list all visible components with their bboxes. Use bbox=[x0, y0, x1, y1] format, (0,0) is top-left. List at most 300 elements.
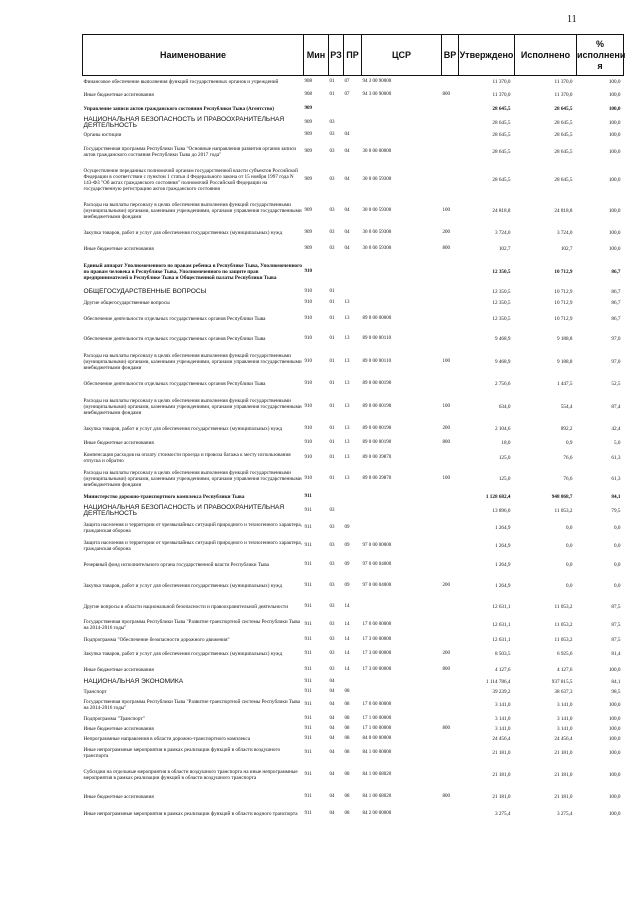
row-pr: 08 bbox=[344, 688, 350, 694]
row-executed: 10 712,9 bbox=[554, 300, 573, 306]
row-pr: 08 bbox=[344, 702, 350, 707]
row-executed: 554,4 bbox=[560, 403, 573, 410]
table-row bbox=[83, 714, 624, 724]
row-name: Подпрограмма "Обеспечение безопасности дорожного движения" bbox=[83, 636, 230, 643]
row-rz: 04 bbox=[329, 772, 335, 777]
row-percent: 61,3 bbox=[611, 475, 621, 482]
row-percent: 100,0 bbox=[608, 119, 621, 126]
row-min: 909 bbox=[304, 176, 312, 182]
table-row bbox=[83, 76, 624, 89]
row-pr: 13 bbox=[344, 381, 350, 386]
row-min: 908 bbox=[304, 92, 312, 97]
row-approved: 4 127,6 bbox=[494, 666, 511, 673]
row-approved: 28 645,5 bbox=[492, 105, 511, 112]
row-executed: 28 645,5 bbox=[554, 119, 573, 126]
row-csr: 17 3 00 00000 bbox=[362, 636, 392, 642]
row-name: Расходы на выплаты персоналу в целях обеспечения выполнения функций государственными (муниципальными) органами, казенными учреждениями, органами управления государственными внебюджетными фондами bbox=[83, 469, 302, 488]
row-approved: 12 631,1 bbox=[492, 621, 511, 628]
row-csr: 84 1 00 68020 bbox=[362, 772, 392, 777]
row-rz: 01 bbox=[329, 335, 335, 341]
row-approved: 125,0 bbox=[498, 455, 511, 461]
row-rz: 01 bbox=[329, 315, 335, 321]
table-row bbox=[83, 734, 624, 745]
row-min: 911 bbox=[304, 715, 312, 721]
row-percent: 100,0 bbox=[608, 148, 621, 155]
row-vr: 100 bbox=[442, 207, 450, 213]
row-vr bbox=[442, 450, 459, 467]
row-name: Иные бюджетные ассигнования bbox=[83, 92, 154, 98]
row-min: 909 bbox=[304, 230, 312, 235]
row-csr bbox=[362, 598, 442, 616]
row-rz: 03 bbox=[329, 583, 335, 588]
row-vr bbox=[442, 519, 459, 537]
row-name: Иные бюджетные ассигнования bbox=[83, 440, 154, 446]
row-vr bbox=[442, 116, 459, 130]
row-rz: 01 bbox=[329, 455, 335, 460]
row-rz: 03 bbox=[329, 542, 335, 548]
row-name: Защита населения и территории от чрезвычайных ситуаций природного и техногенного характера, гражданская оборона bbox=[83, 521, 302, 534]
row-percent: 100,0 bbox=[608, 230, 621, 236]
row-name: Подпрограмма "Транспорт" bbox=[83, 715, 145, 722]
row-pr bbox=[344, 287, 362, 298]
header-name: Наименование bbox=[83, 35, 304, 76]
row-csr: 89 0 00 00000 bbox=[362, 315, 392, 321]
row-rz: 03 bbox=[329, 148, 335, 154]
row-rz: 01 bbox=[329, 92, 335, 97]
table-row bbox=[83, 491, 624, 504]
row-approved: 3 141,0 bbox=[494, 725, 511, 732]
row-vr bbox=[442, 714, 459, 724]
row-name: Расходы на выплаты персоналу в целях обеспечения выполнения функций государственными (муниципальными) органами, казенными учреждениями, органами управления государственными внебюджетными фондами bbox=[83, 201, 302, 220]
row-csr bbox=[362, 116, 442, 130]
row-rz: 04 bbox=[329, 736, 335, 741]
row-executed: 9 188,8 bbox=[556, 335, 573, 342]
row-approved: 3 724,0 bbox=[494, 230, 511, 236]
row-name: ОБЩЕГОСУДАРСТВЕННЫЕ ВОПРОСЫ bbox=[83, 288, 207, 295]
row-pr: 04 bbox=[344, 176, 350, 182]
row-approved: 1 264,9 bbox=[494, 524, 511, 531]
row-name: Защита населения и территории от чрезвычайных ситуаций природного и техногенного характера, гражданская оборона bbox=[83, 539, 302, 552]
row-csr: 94 3 00 90000 bbox=[362, 92, 392, 97]
row-csr: 89 0 00 00190 bbox=[362, 381, 392, 386]
row-percent: 52,5 bbox=[611, 381, 621, 387]
row-pr: 13 bbox=[344, 440, 350, 445]
row-min: 911 bbox=[304, 666, 312, 672]
row-min: 911 bbox=[304, 736, 312, 741]
row-vr: 100 bbox=[442, 475, 450, 481]
row-percent: 86,7 bbox=[611, 289, 621, 295]
row-pr: 13 bbox=[344, 403, 350, 409]
row-csr: 17 3 00 00000 bbox=[362, 666, 392, 672]
row-csr: 89 0 00 39870 bbox=[362, 455, 392, 460]
header-percent: % исполнени я bbox=[577, 35, 624, 76]
row-percent: 87,4 bbox=[611, 403, 621, 410]
row-approved: 1 128 682,4 bbox=[485, 494, 511, 500]
table-row bbox=[83, 762, 624, 789]
row-percent: 86,7 bbox=[611, 300, 621, 306]
row-percent: 100,0 bbox=[608, 725, 621, 732]
row-rz: 03 bbox=[329, 132, 335, 137]
table-row bbox=[83, 697, 624, 714]
row-rz: 03 bbox=[329, 207, 335, 213]
row-vr bbox=[442, 555, 459, 575]
row-executed: 3 141,0 bbox=[556, 715, 573, 722]
table-row bbox=[83, 519, 624, 537]
row-min: 909 bbox=[304, 207, 312, 213]
row-vr bbox=[442, 504, 459, 519]
row-pr: 09 bbox=[344, 583, 350, 588]
row-name: Иные бюджетные ассигнования bbox=[83, 666, 154, 673]
header-executed: Исполнено bbox=[515, 35, 577, 76]
row-rz: 01 bbox=[329, 475, 335, 481]
row-vr bbox=[442, 257, 459, 287]
table-row bbox=[83, 805, 624, 824]
table-row bbox=[83, 421, 624, 437]
row-csr bbox=[362, 504, 442, 519]
row-percent: 98,5 bbox=[611, 688, 621, 695]
row-name: Закупка товаров, работ и услуг для обеспечения государственных (муниципальных) нужд bbox=[83, 230, 283, 236]
row-executed: 10 712,9 bbox=[554, 268, 573, 275]
row-approved: 24 456,4 bbox=[492, 736, 511, 742]
row-percent: 0,0 bbox=[614, 583, 621, 589]
row-percent: 86,7 bbox=[611, 315, 621, 322]
table-row bbox=[83, 598, 624, 616]
row-name: Государственная программа Республики Тыва "Основные направления развития органов записи актов гражданского состояния Республики Тыва до 2017 года" bbox=[83, 145, 297, 158]
row-executed: 11 370,0 bbox=[554, 79, 573, 86]
row-percent: 5,0 bbox=[614, 440, 621, 446]
row-pr: 08 bbox=[344, 715, 350, 721]
row-name: НАЦИОНАЛЬНАЯ БЕЗОПАСНОСТЬ И ПРАВООХРАНИТЕЛЬНАЯ ДЕЯТЕЛЬНОСТЬ bbox=[83, 115, 285, 129]
row-csr: 17 0 00 00000 bbox=[362, 621, 392, 627]
row-pr: 04 bbox=[344, 207, 350, 213]
row-pr bbox=[344, 116, 362, 130]
row-approved: 9 468,9 bbox=[494, 359, 511, 365]
row-executed: 11 053,2 bbox=[554, 636, 573, 643]
row-vr bbox=[442, 141, 459, 163]
row-csr: 30 0 00 59300 bbox=[362, 230, 392, 235]
row-approved: 39 239,2 bbox=[492, 688, 511, 695]
row-pr: 07 bbox=[344, 79, 350, 85]
row-vr: 800 bbox=[442, 92, 450, 97]
row-approved: 102,7 bbox=[498, 246, 511, 252]
row-executed: 0,0 bbox=[566, 583, 573, 589]
row-percent: 97,0 bbox=[611, 335, 621, 342]
table-row bbox=[83, 225, 624, 242]
row-csr bbox=[362, 677, 442, 687]
row-name: Государственная программа Республики Тыва "Развитие транспортной системы Республики Тыва на 2014-2016 годы" bbox=[83, 699, 300, 711]
row-percent: 61,3 bbox=[611, 455, 621, 461]
row-csr bbox=[362, 519, 442, 537]
row-rz: 01 bbox=[329, 289, 335, 294]
row-approved: 2 104,6 bbox=[494, 425, 511, 432]
row-name: Иные бюджетные ассигнования bbox=[83, 793, 154, 800]
row-executed: 28 645,5 bbox=[554, 132, 573, 138]
row-min: 909 bbox=[304, 132, 312, 137]
row-csr: 94 3 00 90000 bbox=[362, 79, 392, 85]
row-approved: 634,0 bbox=[498, 403, 511, 410]
table-row bbox=[83, 537, 624, 555]
row-rz: 01 bbox=[329, 79, 335, 85]
row-approved: 24 818,8 bbox=[492, 207, 511, 214]
row-csr: 89 0 00 00190 bbox=[362, 403, 392, 409]
row-vr bbox=[442, 598, 459, 616]
row-name: Закупка товаров, работ и услуг для обеспечения государственных (муниципальных) нужд bbox=[83, 425, 283, 432]
row-vr: 800 bbox=[442, 246, 450, 251]
row-vr: 800 bbox=[442, 440, 450, 445]
row-vr bbox=[442, 163, 459, 197]
table-row bbox=[83, 287, 624, 298]
row-percent: 84,1 bbox=[611, 678, 621, 685]
table-row bbox=[83, 309, 624, 329]
table-row bbox=[83, 616, 624, 634]
row-vr: 200 bbox=[442, 651, 450, 656]
row-csr: 17 1 00 00000 bbox=[362, 725, 392, 731]
row-executed: 24 456,4 bbox=[554, 736, 573, 742]
row-min: 911 bbox=[304, 811, 312, 816]
table-row bbox=[83, 555, 624, 575]
table-body bbox=[83, 76, 624, 824]
row-percent: 81,4 bbox=[611, 651, 621, 657]
row-pr bbox=[344, 504, 362, 519]
row-csr bbox=[362, 298, 442, 309]
row-approved: 12 350,5 bbox=[492, 315, 511, 322]
row-csr: 30 0 00 59300 bbox=[362, 176, 392, 182]
row-rz: 04 bbox=[329, 702, 335, 707]
row-rz: 01 bbox=[329, 359, 335, 364]
row-min: 910 bbox=[304, 425, 312, 431]
row-executed: 11 053,2 bbox=[554, 621, 573, 628]
row-name: Министерство дорожно-транспортного комплекса Республики Тыва bbox=[83, 494, 245, 500]
row-pr: 13 bbox=[344, 455, 350, 460]
row-approved: 3 275,4 bbox=[494, 811, 511, 817]
row-approved: 12 631,1 bbox=[492, 636, 511, 643]
row-rz: 03 bbox=[329, 508, 335, 513]
row-name: Финансовое обеспечение выполнения функций государственных органов и учреждений bbox=[83, 79, 279, 86]
row-rz: 03 bbox=[329, 561, 335, 567]
row-pr bbox=[344, 257, 362, 287]
row-name: Иные непрограммные мероприятия в рамках реализации функций в области водного транспорта bbox=[83, 811, 298, 817]
row-approved: 2 756,6 bbox=[494, 381, 511, 387]
row-percent: 100,0 bbox=[608, 92, 621, 98]
row-name: Расходы на выплаты персоналу в целях обеспечения выполнения функций государственными (муниципальными) органами, казенными учреждениями, органами управления государственными внебюджетными фондами bbox=[83, 353, 302, 371]
table-row bbox=[83, 504, 624, 519]
row-min: 909 bbox=[304, 119, 312, 125]
row-approved: 3 141,0 bbox=[494, 715, 511, 722]
row-percent: 87,5 bbox=[611, 621, 621, 628]
row-min: 911 bbox=[304, 561, 312, 567]
table-row bbox=[83, 102, 624, 116]
row-csr: 97 0 00 04000 bbox=[362, 561, 392, 567]
row-approved: 21 181,0 bbox=[492, 793, 511, 800]
row-rz: 03 bbox=[329, 176, 335, 182]
row-vr bbox=[442, 697, 459, 714]
row-csr: 97 0 00 00000 bbox=[362, 542, 392, 548]
row-name: Иные бюджетные ассигнования bbox=[83, 725, 154, 732]
table-row bbox=[83, 663, 624, 677]
row-min: 909 bbox=[304, 105, 312, 111]
row-rz: 03 bbox=[329, 230, 335, 235]
row-rz: 01 bbox=[329, 381, 335, 386]
row-rz: 01 bbox=[329, 403, 335, 409]
row-approved: 8 503,5 bbox=[494, 651, 511, 657]
row-approved: 21 181,0 bbox=[492, 772, 511, 778]
table-row bbox=[83, 467, 624, 491]
row-min: 911 bbox=[304, 621, 312, 627]
header-rz: РЗ bbox=[329, 35, 344, 76]
row-pr: 14 bbox=[344, 621, 350, 627]
table-row bbox=[83, 376, 624, 393]
table-row bbox=[83, 393, 624, 421]
row-approved: 9 468,9 bbox=[494, 335, 511, 342]
row-pr: 04 bbox=[344, 132, 350, 137]
row-vr bbox=[442, 734, 459, 745]
row-csr: 17 0 00 00000 bbox=[362, 702, 392, 707]
row-approved: 28 645,5 bbox=[492, 176, 511, 183]
row-rz: 01 bbox=[329, 425, 335, 431]
row-percent: 42,4 bbox=[611, 425, 621, 432]
row-csr: 84 2 00 00000 bbox=[362, 811, 392, 816]
table-row bbox=[83, 724, 624, 734]
row-vr bbox=[442, 130, 459, 141]
row-percent: 0,0 bbox=[614, 524, 621, 531]
row-percent: 87,5 bbox=[611, 603, 621, 610]
row-name: Обеспечение деятельности отдельных государственных органов Республики Тыва bbox=[83, 335, 266, 342]
row-executed: 76,6 bbox=[563, 475, 573, 482]
row-min: 910 bbox=[304, 403, 312, 409]
row-rz: 03 bbox=[329, 666, 335, 672]
row-pr: 14 bbox=[344, 666, 350, 672]
row-pr: 13 bbox=[344, 300, 350, 305]
row-name: Субсидии на отдельные мероприятия в области воздушного транспорта на иные непрограммные мероприятия в рамках реализации функций в области воздушного транспорта bbox=[83, 769, 298, 781]
row-min: 911 bbox=[304, 793, 312, 799]
row-name: Иные непрограммные мероприятия в рамках реализации функций в области воздушного транспорта bbox=[83, 747, 281, 759]
row-csr: 89 0 00 00110 bbox=[362, 335, 392, 341]
row-min: 911 bbox=[304, 750, 312, 755]
row-vr: 100 bbox=[442, 403, 450, 409]
row-csr: 97 0 00 04000 bbox=[362, 583, 392, 588]
row-percent: 97,0 bbox=[611, 359, 621, 365]
row-min: 911 bbox=[304, 508, 312, 513]
row-executed: 21 181,0 bbox=[554, 750, 573, 756]
row-approved: 28 645,5 bbox=[492, 132, 511, 138]
row-rz bbox=[329, 257, 344, 287]
row-name: Обеспечение деятельности отдельных государственных органов Республики Тыва bbox=[83, 381, 266, 387]
row-name: Государственная программа Республики Тыва "Развитие транспортной системы Республики Тыва на 2014-2016 годы" bbox=[83, 618, 300, 631]
row-min: 910 bbox=[304, 359, 312, 364]
row-executed: 948 868,7 bbox=[551, 494, 573, 500]
row-executed: 21 181,0 bbox=[554, 793, 573, 800]
row-percent: 0,0 bbox=[614, 542, 621, 549]
row-rz: 04 bbox=[329, 678, 335, 684]
row-name: Иные бюджетные ассигнования bbox=[83, 246, 154, 252]
row-rz: 04 bbox=[329, 811, 335, 816]
row-rz bbox=[329, 102, 344, 116]
row-percent: 84,1 bbox=[611, 494, 621, 500]
table-row bbox=[83, 242, 624, 257]
row-csr: 89 0 00 00190 bbox=[362, 440, 392, 445]
table-row bbox=[83, 89, 624, 102]
header-approved: Утверждено bbox=[459, 35, 515, 76]
table-header-row bbox=[83, 35, 624, 76]
table-row bbox=[83, 634, 624, 646]
row-vr: 200 bbox=[442, 230, 450, 235]
row-percent: 100,0 bbox=[608, 207, 621, 214]
table-row bbox=[83, 789, 624, 805]
row-pr: 08 bbox=[344, 725, 350, 731]
row-approved: 1 264,9 bbox=[494, 583, 511, 589]
table-row bbox=[83, 130, 624, 141]
row-pr: 13 bbox=[344, 475, 350, 481]
row-vr bbox=[442, 287, 459, 298]
row-min: 910 bbox=[304, 315, 312, 321]
table-row bbox=[83, 450, 624, 467]
row-percent: 100,0 bbox=[608, 715, 621, 722]
row-csr: 84 1 00 00000 bbox=[362, 750, 392, 755]
table-row bbox=[83, 163, 624, 197]
row-name: Расходы на выплаты персоналу в целях обеспечения выполнения функций государственными (муниципальными) органами, казенными учреждениями, органами управления государственными внебюджетными фондами bbox=[83, 397, 302, 416]
row-executed: 21 181,0 bbox=[554, 772, 573, 778]
row-pr: 14 bbox=[344, 636, 350, 642]
row-executed: 10 712,9 bbox=[554, 289, 573, 295]
row-executed: 76,6 bbox=[563, 455, 573, 461]
row-percent: 100,0 bbox=[608, 793, 621, 800]
row-rz: 03 bbox=[329, 119, 335, 125]
row-rz: 03 bbox=[329, 524, 335, 530]
row-executed: 0,0 bbox=[566, 542, 573, 549]
row-min: 911 bbox=[304, 494, 312, 499]
row-pr: 13 bbox=[344, 335, 350, 341]
row-vr: 800 bbox=[442, 666, 450, 672]
header-csr: ЦСР bbox=[362, 35, 442, 76]
row-pr: 09 bbox=[344, 542, 350, 548]
row-percent: 100,0 bbox=[608, 132, 621, 138]
table-row bbox=[83, 349, 624, 376]
table-row bbox=[83, 646, 624, 663]
row-rz: 04 bbox=[329, 725, 335, 731]
row-name: Единый аппарат Уполномоченного по правам ребенка в Республике Тыва, Уполномоченного по правам человека в Республике Тыва, Уполномоченного по защите прав предпринимателей в Республике Тыва и Общественной палаты Республики Тыва bbox=[83, 262, 302, 281]
row-csr bbox=[362, 491, 442, 504]
row-pr: 14 bbox=[344, 651, 350, 656]
row-approved: 125,0 bbox=[498, 475, 511, 482]
row-vr: 800 bbox=[442, 725, 450, 731]
row-approved: 11 370,0 bbox=[492, 79, 511, 86]
row-executed: 28 645,5 bbox=[554, 176, 573, 183]
row-csr: 17 1 00 00000 bbox=[362, 715, 392, 721]
row-min: 908 bbox=[304, 79, 312, 85]
row-min: 911 bbox=[304, 583, 312, 588]
row-min: 911 bbox=[304, 772, 312, 777]
row-vr: 100 bbox=[442, 359, 450, 364]
row-min: 911 bbox=[304, 678, 312, 684]
table-row bbox=[83, 687, 624, 697]
row-rz: 03 bbox=[329, 621, 335, 627]
row-approved: 12 350,5 bbox=[492, 300, 511, 306]
row-vr bbox=[442, 491, 459, 504]
row-name: Закупка товаров, работ и услуг для обеспечения государственных (муниципальных) нужд bbox=[83, 583, 283, 589]
row-csr bbox=[362, 102, 442, 116]
row-vr bbox=[442, 309, 459, 329]
header-pr: ПР bbox=[344, 35, 362, 76]
row-executed: 3 141,0 bbox=[556, 725, 573, 732]
row-min: 909 bbox=[304, 148, 312, 154]
row-approved: 28 645,5 bbox=[492, 119, 511, 126]
budget-table bbox=[82, 34, 624, 824]
row-percent: 100,0 bbox=[608, 176, 621, 183]
row-percent: 100,0 bbox=[608, 246, 621, 252]
row-percent: 86,7 bbox=[611, 268, 621, 275]
row-vr bbox=[442, 677, 459, 687]
row-approved: 21 181,0 bbox=[492, 750, 511, 756]
